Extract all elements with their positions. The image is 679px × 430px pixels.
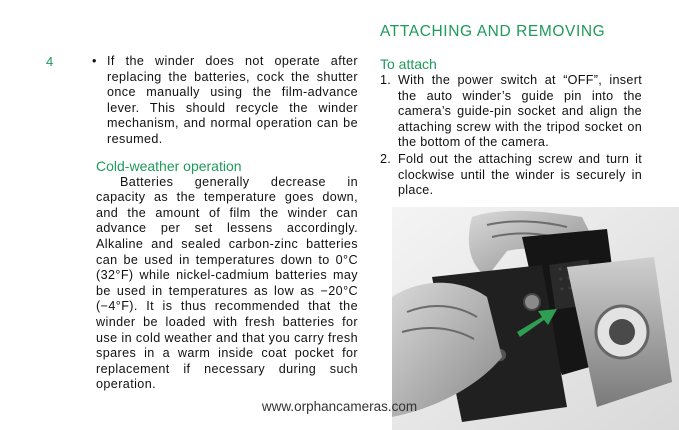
footer-url: www.orphancameras.com	[261, 399, 418, 414]
cold-weather-text: Batteries generally decrease in capacity as the temperature goes down, and the amount of film the winder can advance per set lessens accordingly. Alkaline and sealed carbon-zinc batteries can be used in temperatures down to 0°C (32°F) while nickel-cadmium batteries may be used in temperatures as low as −20°C (−4°F). It is thus recommended that the winder be loaded with fresh batteries for use in cold weather and that you carry fresh spares in a warm inside coat pocket for replacement if necessary during such operation.	[96, 174, 358, 392]
step-2-text: Fold out the attaching screw and turn it clockwise until the winder is securely in place.	[398, 151, 642, 198]
bullet-dot: •	[92, 54, 97, 68]
step-1-text: With the power switch at “OFF”, insert the auto winder’s guide pin into the camera’s guide-pin socket and align the attaching screw with the tripod socket on the bottom of the camera.	[398, 73, 642, 150]
section-header: ATTACHING AND REMOVING	[380, 23, 606, 40]
right-column	[380, 56, 642, 199]
bullet-note	[92, 54, 358, 148]
step-1-number: 1.	[380, 73, 392, 87]
left-column	[92, 54, 358, 393]
step-2-number: 2.	[380, 151, 392, 166]
page-number: 4	[46, 54, 54, 69]
bullet-note-text: If the winder does not operate after replacing the batteries, cock the shutter once manually using the film-advance lever. This should recycle the winder mechanism, and normal operation can be resumed.	[107, 54, 358, 146]
step-1	[380, 73, 642, 151]
to-attach-subhead: To attach	[380, 56, 437, 72]
attaching-winder-photo	[392, 207, 679, 430]
cold-weather-title: Cold-weather operation	[96, 157, 242, 174]
guide-pin-socket	[524, 294, 540, 310]
step-2	[380, 152, 642, 199]
camera-lens-inner	[609, 319, 635, 345]
